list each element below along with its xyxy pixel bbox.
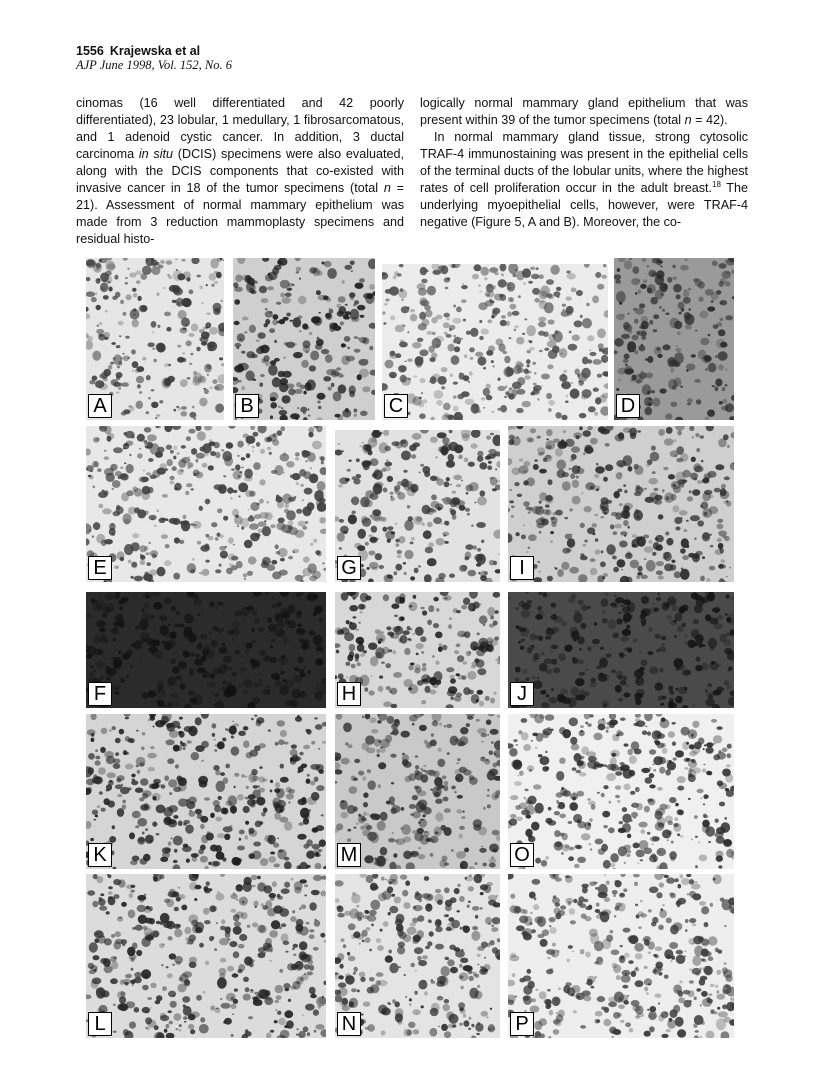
italic-run: n <box>684 113 692 127</box>
figure-panel-b <box>233 258 375 420</box>
figure-panel-g <box>335 430 500 582</box>
text-run: logically normal mammary gland epithelium that was present within 39 of the tumor specimens (total <box>420 96 748 127</box>
journal-citation: AJP June 1998, Vol. 152, No. 6 <box>76 58 232 72</box>
italic-run: in situ <box>138 147 174 161</box>
text-run: = 21). Assessment of normal mammary epithelium was made from 3 reduction mammoplasty specimens and residual histo- <box>76 181 404 246</box>
figure-panel-f <box>86 592 326 708</box>
panel-label-f: F <box>88 682 112 706</box>
figure-panel-h <box>335 592 500 708</box>
right-paragraph-1 <box>420 95 748 129</box>
figure-panel-p <box>508 874 734 1038</box>
figure-panel-j <box>508 592 734 708</box>
panel-label-i: I <box>510 556 534 580</box>
authors: Krajewska et al <box>109 44 201 58</box>
figure-panel-n <box>335 874 500 1038</box>
running-header <box>76 44 232 72</box>
right-column <box>420 95 748 231</box>
figure-panel-d <box>614 258 734 420</box>
text-run: = 42). <box>691 113 728 127</box>
panel-label-a: A <box>88 394 112 418</box>
micrograph-o <box>508 714 734 869</box>
panel-label-e: E <box>88 556 112 580</box>
page-number: 1556 <box>76 44 104 58</box>
panel-label-p: P <box>510 1012 534 1036</box>
reference-superscript: 18 <box>712 179 721 189</box>
micrograph-i <box>508 426 734 582</box>
panel-label-d: D <box>616 394 640 418</box>
figure-panel-k <box>86 714 326 869</box>
figure-panel-l <box>86 874 326 1038</box>
micrograph-j <box>508 592 734 708</box>
panel-label-c: C <box>384 394 408 418</box>
left-paragraph <box>76 95 404 248</box>
panel-label-m: M <box>337 843 361 867</box>
micrograph-e <box>86 426 326 582</box>
micrograph-l <box>86 874 326 1038</box>
text-run: cinomas (16 well differentiated and 42 poorly differentiated), 23 lobular, 1 medullary, 1 fibrosarcomatous, and 1 adenoid cystic cancer. In addition, 3 ductal carcinoma <box>76 96 404 161</box>
panel-label-k: K <box>88 843 112 867</box>
text-run: (DCIS) specimens were also evaluated, along with the DCIS components that co-existed with invasive cancer in 18 of the tumor specimens (total <box>76 147 405 195</box>
panel-label-h: H <box>337 682 361 706</box>
micrograph-f <box>86 592 326 708</box>
text-run: In normal mammary gland tissue, strong cytosolic TRAF-4 immunostaining was present in the epithelial cells of the terminal ducts of the lobular units, where the highest rates of cell proliferation occur in the adult breast. <box>420 130 748 195</box>
header-line-1 <box>76 44 232 58</box>
panel-label-j: J <box>510 682 534 706</box>
panel-label-b: B <box>235 394 259 418</box>
figure-panel-i <box>508 426 734 582</box>
figure-panel-a <box>86 258 224 420</box>
figure-5 <box>76 258 746 1038</box>
figure-panel-e <box>86 426 326 582</box>
panel-label-g: G <box>337 556 361 580</box>
left-column <box>76 95 404 248</box>
micrograph-c <box>382 264 608 420</box>
panel-label-l: L <box>88 1012 112 1036</box>
panel-label-n: N <box>337 1012 361 1036</box>
micrograph-k <box>86 714 326 869</box>
figure-panel-o <box>508 714 734 869</box>
text-run: The underlying myoepithelial cells, however, were TRAF-4 negative (Figure 5, A and B). Moreover, the co- <box>420 181 748 229</box>
figure-panel-c <box>382 264 608 420</box>
figure-panel-m <box>335 714 500 869</box>
micrograph-p <box>508 874 734 1038</box>
panel-label-o: O <box>510 843 534 867</box>
italic-run: n <box>383 181 391 195</box>
right-paragraph-2 <box>420 129 748 231</box>
